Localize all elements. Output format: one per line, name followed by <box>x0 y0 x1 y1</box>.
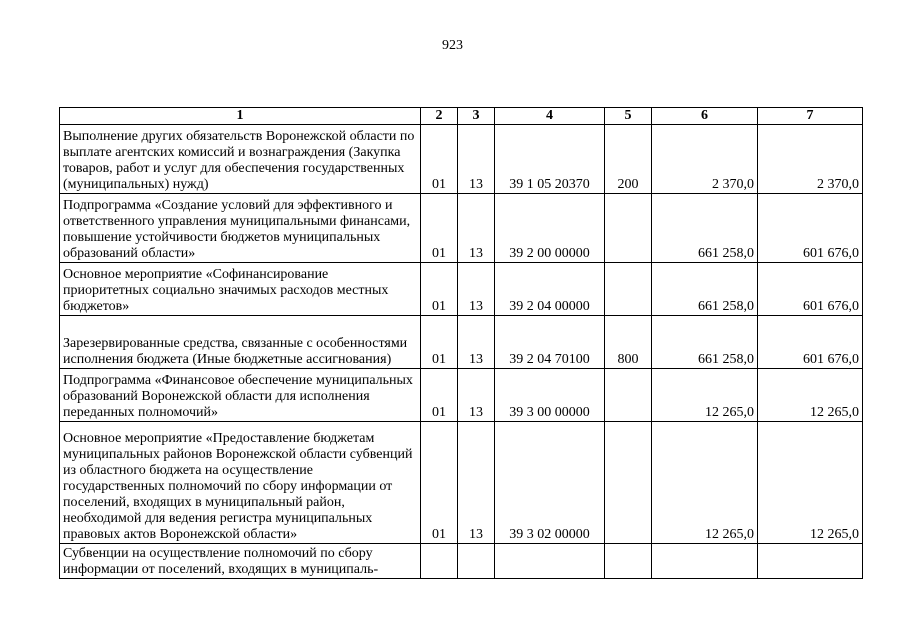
column-header: 7 <box>758 108 863 125</box>
row-name: Основное мероприятие «Софинансирование приоритетных социально значимых расходов местных бюджетов» <box>60 263 421 316</box>
row-amount-1: 661 258,0 <box>652 194 758 263</box>
row-name: Выполнение других обязательств Воронежской области по выплате агентских комиссий и вознаграждения (Закупка товаров, работ и услуг для обеспечения государственных (муниципальных) нужд) <box>60 125 421 194</box>
row-expense-type <box>605 422 652 544</box>
column-header: 4 <box>495 108 605 125</box>
row-target-article: 39 1 05 20370 <box>495 125 605 194</box>
column-header: 1 <box>60 108 421 125</box>
row-name: Подпрограмма «Финансовое обеспечение муниципальных образований Воронежской области для исполнения переданных полномочий» <box>60 369 421 422</box>
row-section-code: 01 <box>421 125 458 194</box>
row-subsection-code: 13 <box>458 125 495 194</box>
row-section-code: 01 <box>421 263 458 316</box>
row-amount-1 <box>652 544 758 579</box>
row-amount-2: 2 370,0 <box>758 125 863 194</box>
budget-table <box>59 107 863 579</box>
table-row <box>60 544 863 579</box>
row-expense-type: 800 <box>605 316 652 369</box>
table-row <box>60 194 863 263</box>
row-amount-1: 661 258,0 <box>652 263 758 316</box>
row-subsection-code: 13 <box>458 263 495 316</box>
row-amount-2: 601 676,0 <box>758 194 863 263</box>
table-row <box>60 422 863 544</box>
column-header: 3 <box>458 108 495 125</box>
row-name: Подпрограмма «Создание условий для эффективного и ответственного управления муниципальными финансами, повышение устойчивости бюджетов муниципальных образований области» <box>60 194 421 263</box>
row-amount-2: 601 676,0 <box>758 263 863 316</box>
table-row <box>60 369 863 422</box>
row-subsection-code: 13 <box>458 422 495 544</box>
table-header-row <box>60 108 863 125</box>
column-header: 2 <box>421 108 458 125</box>
row-name: Субвенции на осуществление полномочий по сбору информации от поселений, входящих в муниципаль- <box>63 546 379 577</box>
table-row <box>60 316 863 369</box>
row-target-article: 39 2 04 70100 <box>495 316 605 369</box>
row-target-article: 39 2 04 00000 <box>495 263 605 316</box>
row-name-cell <box>60 544 421 579</box>
row-section-code: 01 <box>421 316 458 369</box>
row-subsection-code: 13 <box>458 316 495 369</box>
row-section-code: 01 <box>421 422 458 544</box>
row-section-code: 01 <box>421 369 458 422</box>
row-expense-type <box>605 263 652 316</box>
page-number: 923 <box>442 38 463 53</box>
row-name: Основное мероприятие «Предоставление бюджетам муниципальных районов Воронежской области субвенций из областного бюджета на осуществление государственных полномочий по сбору информации от поселений, входящих в муниципальный район, необходимой для ведения регистра муниципальных правовых актов Воронежской области» <box>60 422 421 544</box>
row-section-code <box>421 544 458 579</box>
row-expense-type: 200 <box>605 125 652 194</box>
row-amount-1: 661 258,0 <box>652 316 758 369</box>
table-row <box>60 125 863 194</box>
row-subsection-code <box>458 544 495 579</box>
row-amount-2 <box>758 544 863 579</box>
row-amount-2: 12 265,0 <box>758 422 863 544</box>
row-subsection-code: 13 <box>458 194 495 263</box>
row-expense-type <box>605 544 652 579</box>
row-amount-1: 12 265,0 <box>652 422 758 544</box>
row-amount-2: 12 265,0 <box>758 369 863 422</box>
row-section-code: 01 <box>421 194 458 263</box>
column-header: 5 <box>605 108 652 125</box>
row-expense-type <box>605 194 652 263</box>
row-amount-1: 2 370,0 <box>652 125 758 194</box>
row-target-article: 39 2 00 00000 <box>495 194 605 263</box>
row-name: Зарезервированные средства, связанные с особенностями исполнения бюджета (Иные бюджетные ассигнования) <box>60 316 421 369</box>
column-header: 6 <box>652 108 758 125</box>
row-target-article <box>495 544 605 579</box>
row-subsection-code: 13 <box>458 369 495 422</box>
table-row <box>60 263 863 316</box>
row-expense-type <box>605 369 652 422</box>
row-target-article: 39 3 00 00000 <box>495 369 605 422</box>
row-amount-1: 12 265,0 <box>652 369 758 422</box>
row-target-article: 39 3 02 00000 <box>495 422 605 544</box>
row-amount-2: 601 676,0 <box>758 316 863 369</box>
